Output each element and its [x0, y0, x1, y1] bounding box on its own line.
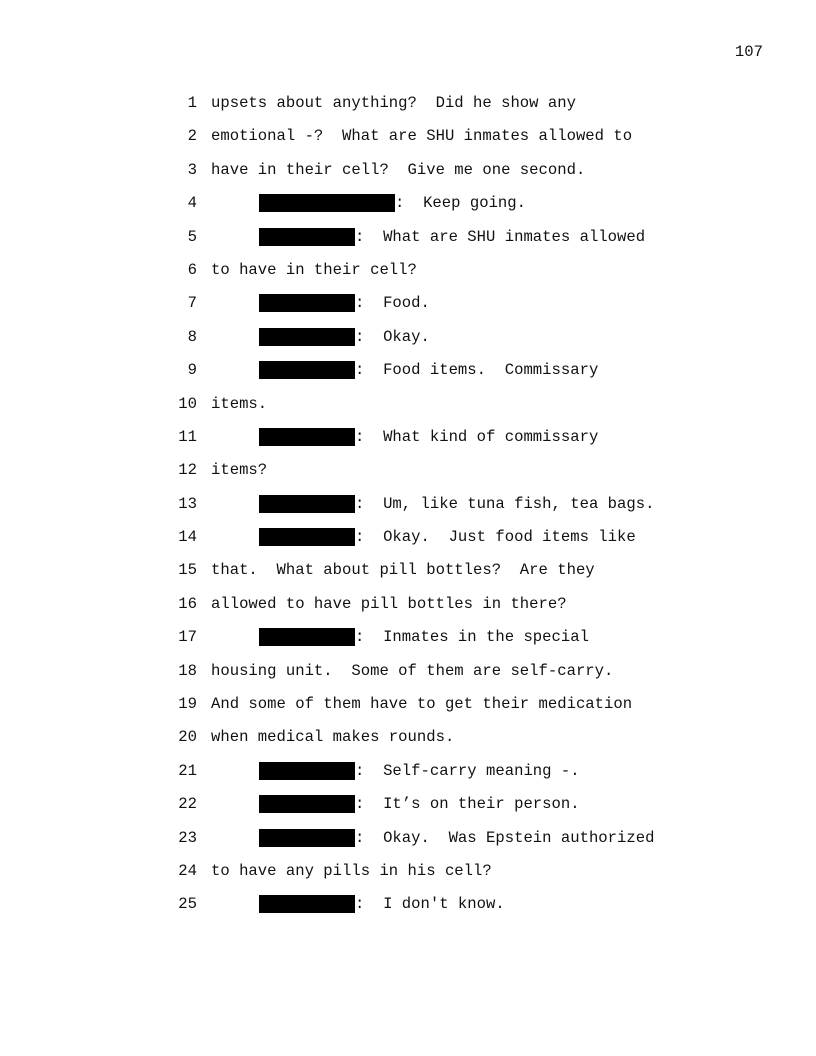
transcript-line [0, 162, 816, 195]
redacted-speaker-name [259, 528, 355, 546]
transcript-line [0, 529, 816, 562]
redacted-speaker-name [259, 895, 355, 913]
transcript-line [0, 596, 816, 629]
line-number: 13 [178, 494, 197, 513]
transcript-line [0, 396, 816, 429]
line-number: 10 [178, 394, 197, 413]
speaker-statement: : Okay. Was Epstein authorized [355, 828, 655, 847]
speaker-statement: : I don't know. [355, 895, 505, 914]
speaker-statement: : Okay. [355, 327, 430, 346]
line-number: 8 [187, 327, 197, 346]
line-text: emotional -? What are SHU inmates allowed to [211, 127, 633, 146]
speaker-statement: : Inmates in the special [355, 628, 589, 647]
line-number: 5 [187, 227, 197, 246]
transcript-line [0, 830, 816, 863]
speaker-statement: : Keep going. [395, 194, 527, 213]
speaker-statement: : Um, like tuna fish, tea bags. [355, 494, 655, 513]
redacted-speaker-name [259, 628, 355, 646]
redacted-speaker-name [259, 495, 355, 513]
redacted-speaker-name [259, 328, 355, 346]
line-text: to have in their cell? [211, 260, 417, 279]
line-text: And some of them have to get their medication [211, 695, 633, 714]
line-number: 9 [187, 361, 197, 380]
transcript-line [0, 796, 816, 829]
speaker-statement: : What are SHU inmates allowed [355, 227, 646, 246]
redacted-speaker-name [259, 361, 355, 379]
speaker-statement: : It’s on their person. [355, 795, 580, 814]
redacted-speaker-name [259, 829, 355, 847]
redacted-speaker-name [259, 428, 355, 446]
line-number: 6 [187, 260, 197, 279]
line-number: 4 [187, 194, 197, 213]
speaker-statement: : Self-carry meaning -. [355, 761, 580, 780]
redacted-speaker-name [259, 762, 355, 780]
line-number: 12 [178, 461, 197, 480]
redacted-speaker-name [259, 228, 355, 246]
line-text: have in their cell? Give me one second. [211, 160, 586, 179]
transcript-line [0, 729, 816, 762]
line-number: 17 [178, 628, 197, 647]
transcript-line [0, 462, 816, 495]
transcript-line [0, 329, 816, 362]
transcript-line [0, 896, 816, 929]
line-text: that. What about pill bottles? Are they [211, 561, 595, 580]
line-number: 24 [178, 861, 197, 880]
transcript-line [0, 295, 816, 328]
transcript-line [0, 496, 816, 529]
line-number: 23 [178, 828, 197, 847]
line-text: items? [211, 461, 268, 480]
redacted-speaker-name [259, 194, 395, 212]
line-number: 25 [178, 895, 197, 914]
page-number: 107 [734, 43, 763, 61]
line-number: 1 [187, 94, 197, 112]
transcript-body [0, 95, 816, 930]
speaker-statement: : Food. [355, 294, 430, 313]
line-number: 15 [178, 561, 197, 580]
line-text: upsets about anything? Did he show any [211, 94, 576, 112]
transcript-line [0, 128, 816, 161]
speaker-statement: : Food items. Commissary [355, 361, 599, 380]
transcript-line [0, 763, 816, 796]
line-number: 3 [187, 160, 197, 179]
transcript-line [0, 262, 816, 295]
line-text: when medical makes rounds. [211, 728, 455, 747]
line-text: housing unit. Some of them are self-carry. [211, 661, 614, 680]
line-number: 14 [178, 528, 197, 547]
line-number: 11 [178, 427, 197, 446]
transcript-line [0, 95, 816, 128]
speaker-statement: : What kind of commissary [355, 427, 599, 446]
line-number: 7 [187, 294, 197, 313]
transcript-line [0, 429, 816, 462]
line-text: allowed to have pill bottles in there? [211, 594, 567, 613]
transcript-line [0, 696, 816, 729]
transcript-line [0, 229, 816, 262]
line-number: 20 [178, 728, 197, 747]
speaker-statement: : Okay. Just food items like [355, 528, 636, 547]
transcript-line [0, 362, 816, 395]
transcript-line [0, 195, 816, 228]
redacted-speaker-name [259, 294, 355, 312]
transcript-line [0, 562, 816, 595]
transcript-line [0, 863, 816, 896]
line-number: 16 [178, 594, 197, 613]
line-text: items. [211, 394, 268, 413]
line-number: 21 [178, 761, 197, 780]
line-text: to have any pills in his cell? [211, 861, 492, 880]
line-number: 19 [178, 695, 197, 714]
redacted-speaker-name [259, 795, 355, 813]
transcript-line [0, 629, 816, 662]
transcript-line [0, 663, 816, 696]
line-number: 2 [187, 127, 197, 146]
line-number: 18 [178, 661, 197, 680]
line-number: 22 [178, 795, 197, 814]
